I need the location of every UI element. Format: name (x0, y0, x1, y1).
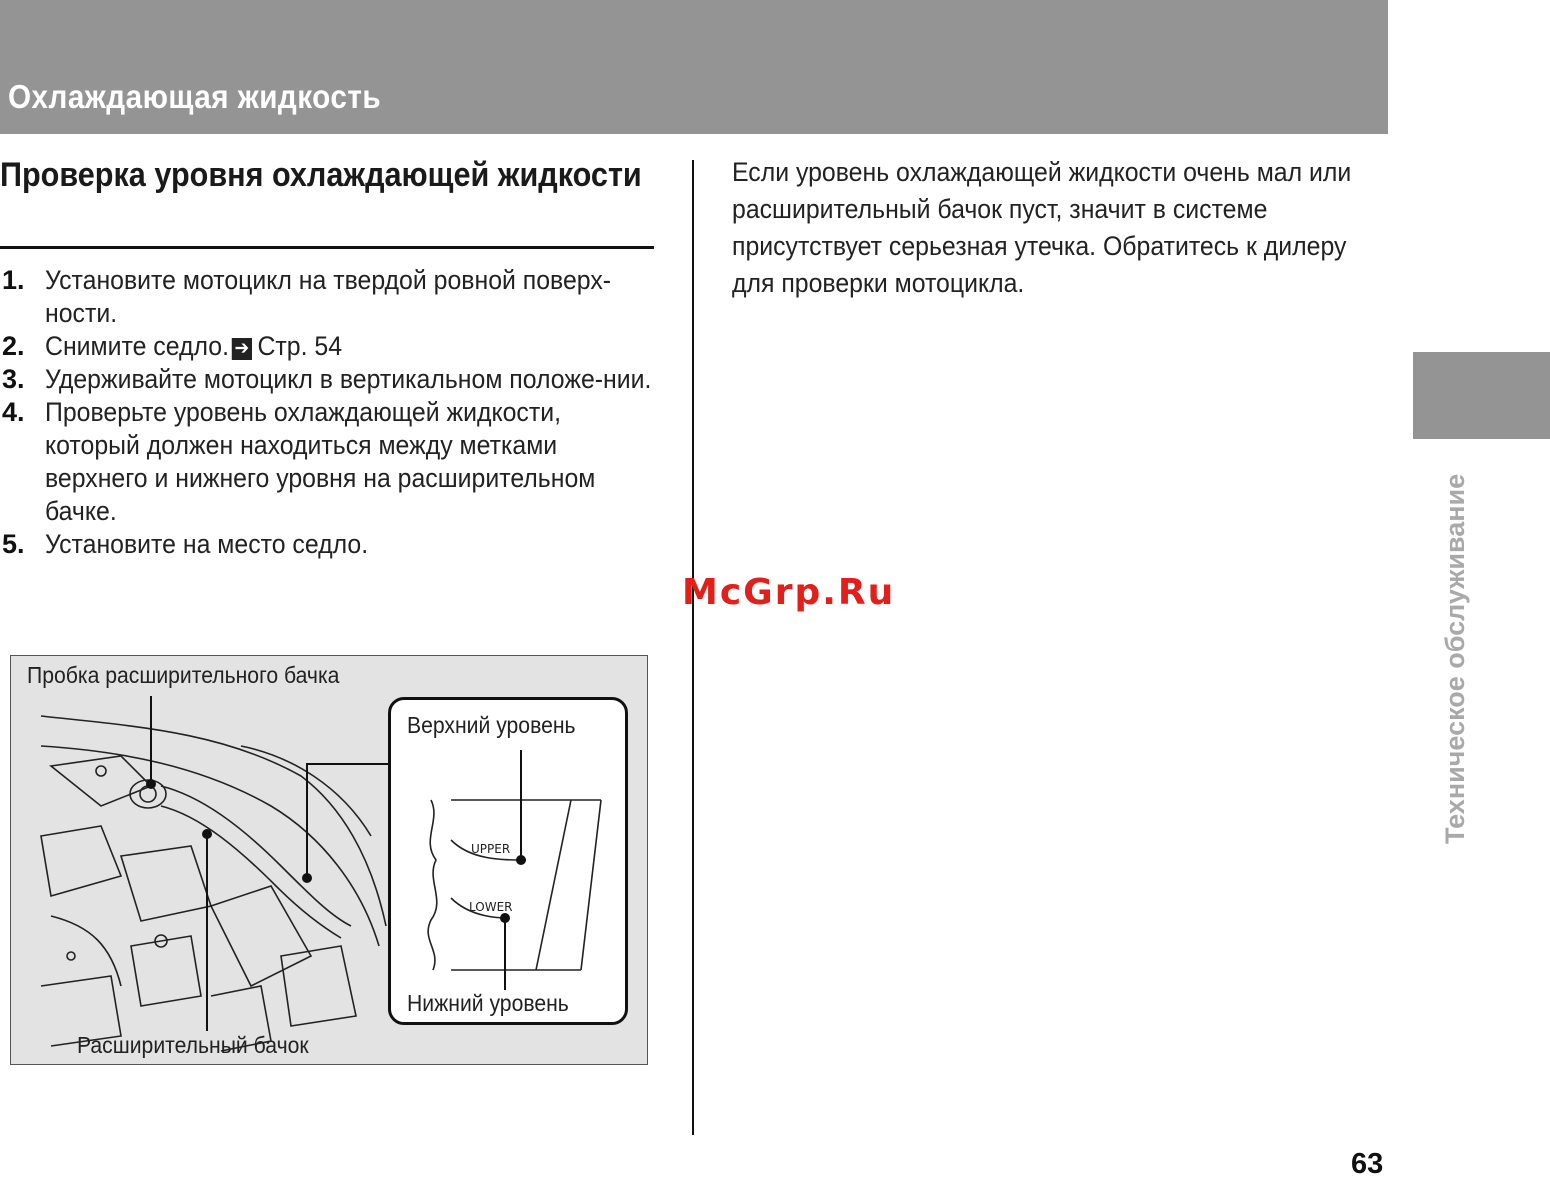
step-text: Снимите седло. (45, 331, 229, 361)
step-1 (0, 264, 660, 330)
step-3 (0, 363, 660, 396)
chapter-side-label: Техническое обслуживание (1440, 473, 1470, 844)
coolant-reservoir-figure (10, 655, 648, 1065)
step-text: Удерживайте мотоцикл в вертикальном положе-нии. (45, 364, 652, 394)
procedure-steps (0, 264, 660, 561)
step-number: 2. (2, 331, 25, 361)
cap-label: Пробка расширительного бачка (27, 662, 340, 688)
lower-level-label: Нижний уровень (407, 990, 569, 1016)
step-number: 3. (2, 364, 25, 394)
page-number: 63 (1351, 1148, 1384, 1180)
page-reference-link[interactable]: Стр. 54 (257, 331, 343, 361)
page-reference-arrow-icon: ➔ (232, 338, 252, 360)
step-4 (0, 396, 660, 528)
tank-label: Расширительный бачок (77, 1032, 309, 1058)
section-title-rule (0, 246, 654, 249)
leak-warning-paragraph: Если уровень охлаждающей жидкости очень мал или расширительный бачок пуст, значит в системе присутствует серьезная утечка. Обратитесь к дилеру для проверки мотоцикла. (732, 157, 1352, 298)
section-title: Проверка уровня охлаждающей жидкости (0, 156, 642, 194)
level-marks-inset (388, 697, 628, 1025)
step-2 (0, 330, 660, 363)
chapter-side-tab (1413, 352, 1550, 439)
upper-level-label: Верхний уровень (407, 712, 576, 738)
step-text: Установите мотоцикл на твердой ровной поверх-ности. (45, 265, 612, 328)
chapter-header-bar (0, 0, 1388, 134)
level-marks-drawing (391, 700, 625, 1022)
step-number: 1. (2, 265, 25, 295)
step-number: 5. (2, 529, 25, 559)
step-5 (0, 528, 660, 561)
step-text-container (45, 330, 652, 363)
step-text: Проверьте уровень охлаждающей жидкости, который должен находиться между метками верхнего и нижнего уровня на расширительном бачке. (45, 397, 596, 526)
watermark-logo: McGrp.Ru (682, 572, 896, 613)
step-number: 4. (2, 397, 25, 427)
column-divider (692, 160, 694, 1135)
lower-mark-text: LOWER (469, 900, 513, 914)
step-text: Установите на место седло. (45, 529, 369, 559)
upper-mark-text: UPPER (471, 842, 511, 856)
chapter-title: Охлаждающая жидкость (8, 78, 382, 115)
